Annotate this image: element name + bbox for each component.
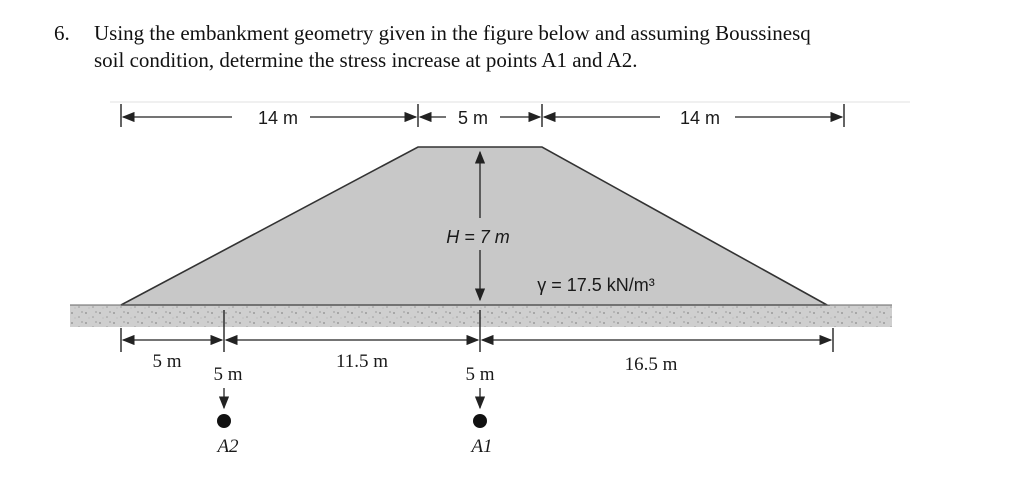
point-a2-label: A2 [217,436,239,457]
point-a2-marker [217,414,231,428]
unit-weight-label: γ = 17.5 kN/m³ [537,275,655,295]
point-a1-label: A1 [471,436,493,457]
bottom-dim-label-1: 5 m [152,351,182,372]
bottom-dim-label-4: 5 m [465,364,495,385]
question-line-1: Using the embankment geometry given in the figure below and assuming Boussinesq [94,21,811,45]
top-dim-label-1: 14 m [257,108,299,128]
embankment-shape [121,147,827,305]
top-dim-label-2: 5 m [457,108,489,128]
ground-band [70,305,892,327]
bottom-dim-label-2: 5 m [213,364,243,385]
question-line-2: soil condition, determine the stress increase at points A1 and A2. [94,48,638,72]
bottom-dim-label-3: 11.5 m [335,351,389,372]
top-dim-label-3: 14 m [679,108,721,128]
height-label: H = 7 m [446,227,510,247]
point-a1-marker [473,414,487,428]
bottom-dim-label-5: 16.5 m [624,354,678,375]
question-number: 6. [54,21,70,45]
